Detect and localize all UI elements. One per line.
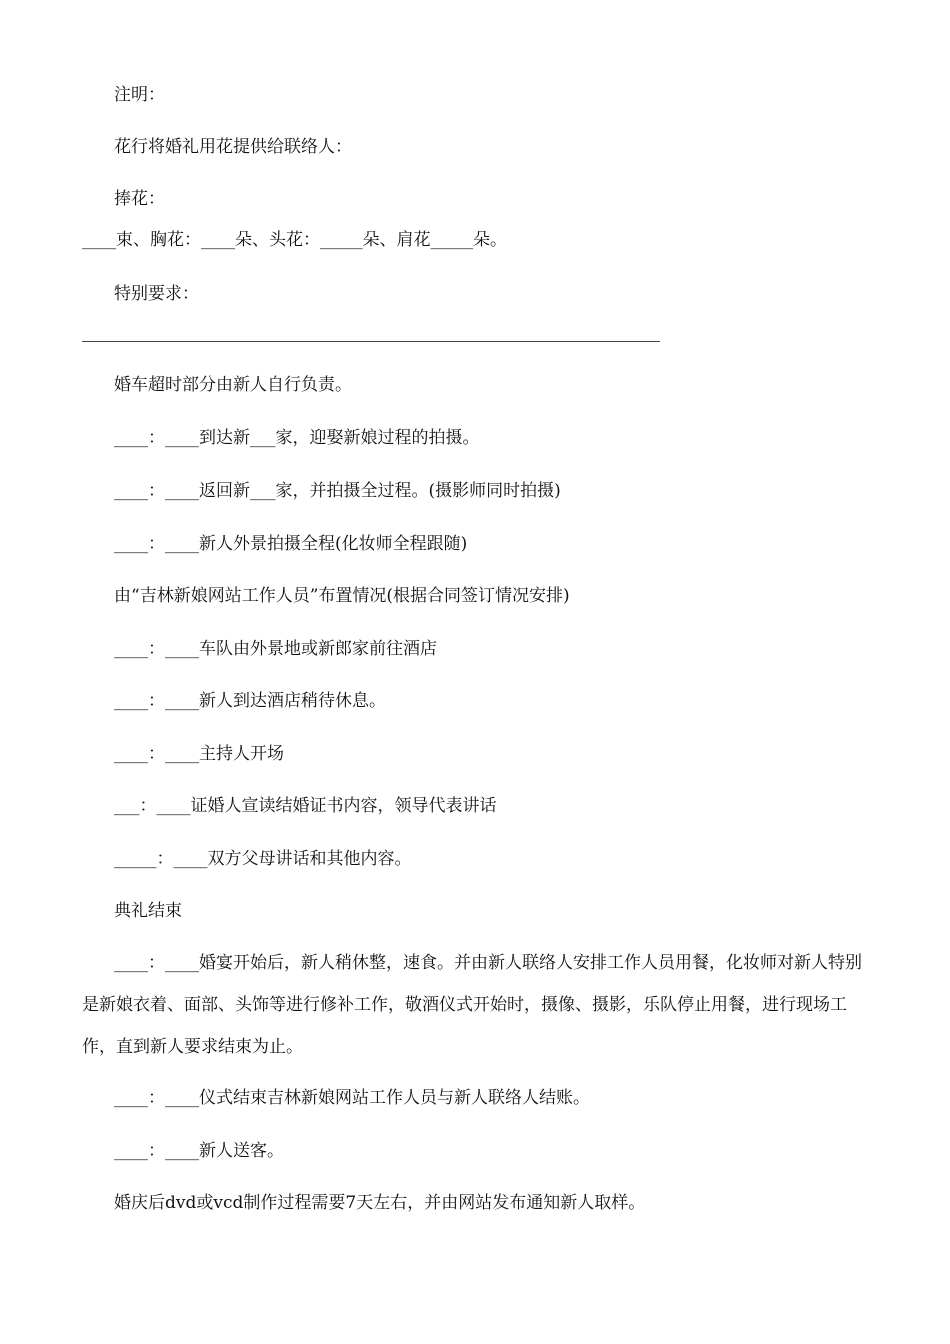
note-label: 注明： bbox=[114, 85, 165, 105]
flower-counts: ____束、胸花：____朵、头花：_____朵、肩花_____朵。 bbox=[82, 230, 507, 250]
schedule-banquet: ____：____婚宴开始后，新人稍休整，速食。并由新人联络人安排工作人员用餐，化妆师对新人特别是新娘衣着、面部、头饰等进行修补工作，敬酒仪式开始时，摄像、摄影，乐队停止用餐，进行现场工作，直到新人要求结束为止。 bbox=[82, 953, 862, 1057]
schedule-rest: ____：____新人到达酒店稍待休息。 bbox=[114, 691, 386, 711]
car-overtime-note: 婚车超时部分由新人自行负责。 bbox=[114, 375, 352, 395]
schedule-return-home: ____：____返回新___家，并拍摄全过程。(摄影师同时拍摄) bbox=[114, 481, 561, 501]
schedule-certificate: ___：____证婚人宣读结婚证书内容，领导代表讲话 bbox=[114, 796, 497, 816]
ceremony-end: 典礼结束 bbox=[114, 901, 182, 921]
schedule-arrive-home: ____：____到达新___家，迎娶新娘过程的拍摄。 bbox=[114, 428, 480, 448]
special-requirements-label: 特别要求： bbox=[114, 284, 199, 304]
blank-fill-line bbox=[82, 341, 660, 342]
schedule-send-guests: ____：____新人送客。 bbox=[114, 1141, 284, 1161]
dvd-production-note: 婚庆后dvd或vcd制作过程需要7天左右，并由网站发布通知新人取样。 bbox=[114, 1193, 646, 1213]
schedule-motorcade: ____：____车队由外景地或新郎家前往酒店 bbox=[114, 639, 437, 659]
schedule-checkout: ____：____仪式结束吉林新娘网站工作人员与新人联络人结账。 bbox=[114, 1088, 590, 1108]
schedule-host-opening: ____：____主持人开场 bbox=[114, 744, 284, 764]
bouquet-label: 捧花： bbox=[114, 189, 165, 209]
flowers-intro: 花行将婚礼用花提供给联络人： bbox=[114, 137, 352, 157]
schedule-outdoor-shoot: ____：____新人外景拍摄全程(化妆师全程跟随) bbox=[114, 534, 468, 554]
staff-setup-note: 由“吉林新娘网站工作人员”布置情况(根据合同签订情况安排) bbox=[114, 586, 570, 606]
schedule-parents-speech: _____：____双方父母讲话和其他内容。 bbox=[114, 849, 412, 869]
